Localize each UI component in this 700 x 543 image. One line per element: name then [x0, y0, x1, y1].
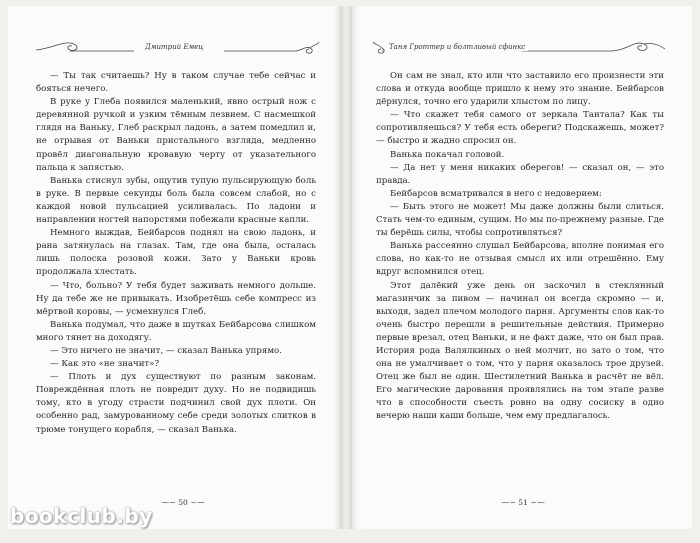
folio-ornament-icon: ⁓∽ [501, 498, 516, 507]
paragraph: — Как это «не значит»? [50, 359, 160, 370]
folio-ornament-icon: ∽⁓ [530, 498, 545, 507]
paragraph: Бейбарсов всматривался в него с недоверием: [390, 188, 602, 199]
running-head-author: Дмитрий Емец [142, 43, 206, 51]
paragraph: — Что скажет тебя самого от зеркала Тантала? Как ты сопротивляешься? У тебя есть обереги? Подскажешь, может? — быстро и жадно спросил он. [376, 110, 664, 147]
book-gutter [340, 6, 352, 529]
paragraph: Ванька стиснул зубы, ощутив тупую пульсирующую боль в руке. В первые секунды боль была совсем слабой, но с каждой новой пульсацией усиливалась. По ладони и направлении ногтей напорстями побежали красные капли. [36, 175, 316, 226]
paragraph: — Это ничего не значит, — сказал Ванька упрямо. [50, 345, 282, 356]
right-page-header [372, 36, 666, 58]
paragraph: — Ты так считаешь? Ну в таком случае тебе сейчас и бояться нечего. [36, 71, 316, 95]
left-page [8, 6, 340, 529]
paragraph: — Да нет у меня никаких оберегов! — сказал он, — это правда. [376, 162, 664, 186]
paragraph: Ванька рассеянно слушал Бейбарсова, вполне понимая его слова, но как-то не отзывая смысл их или отрешённо. Ему вдруг вспомнился отец. [376, 241, 664, 278]
left-page-text [36, 70, 316, 437]
page-number: 50 [178, 498, 188, 507]
paragraph: — Что, больно? У тебя будет заживать немного дольше. Ну да тебе же не привыкать. Изобретёшь себе компресс из мёртвой коровы, — усмехнулся Глеб. [36, 280, 316, 317]
paragraph: Он сам не знал, кто или что заставило его произнести эти слова и откуда вообще пришло к нему это знание. Бейбарсов дёрнулся, точно его ударили хлыстом по лицу. [376, 71, 664, 108]
paragraph: — Плоть и дух существуют по разным законам. Повреждённая плоть не повредит духу. Но не подвидишь тому, кто в угоду страсти подчинил свой дух плоти. Он особенно рад, замурованному себе среди золотых слитков в трюме тонущего корабля, — сказал Ванька. [36, 372, 316, 435]
site-watermark: bookclub.by [10, 504, 153, 528]
folio-ornament-icon: ∽⁓ [190, 498, 205, 507]
folio-ornament-icon: ⁓∽ [161, 498, 176, 507]
paragraph: Ванька подумал, что даже в шутках Бейбарсова слишком много тянет на доходягу. [36, 319, 316, 343]
paragraph: Этот далёкий уже день он заскочил в стеклянный магазинчик за пивом — начинал он всегда скромно — и, выходя, задел плечом молодого парня. Аргументы слов как-то очень быстро перешли в решительные действия. Примерно первые врезал, отец Ваньки, и не факт даже, что он был прав. История рода Валялкиных о ней молчит, но зато о том, что она не умалчивает о том, что у парня оказалось трое друзей. Отец же был не один. Шестилетний Ванька в расчёт не вёл. Его магические дарования проявлялись на том этапе разве что в способности съесть ровно на одну сосиску в одно вечерю наши каши больше, чем ему предлагалось. [376, 280, 664, 422]
paragraph: Немного выждав, Бейбарсов поднял на свою ладонь, и рана затянулась на глазах. Там, где она была, осталась лишь полоска розовой кожи. Зато у Ваньки кровь продолжала хлестать. [36, 228, 316, 278]
running-head-title: Таня Гроттер и болтливый сфинкс [386, 43, 528, 51]
right-page-text [376, 70, 664, 424]
page-number: 51 [518, 498, 528, 507]
left-page-header [34, 36, 320, 58]
right-page-number [468, 498, 578, 507]
paragraph: В руке у Глеба появился маленький, явно острый нож с деревянной ручкой и узким тёмным лезвием. С насмешкой глядя на Ваньку, Глеб раскрыл ладонь, а затем помедлил и, не отрывая от Ваньки пристального взгляда, медленно провёл диагональную кровавую черту от указательного пальца к запястью. [36, 97, 316, 173]
right-page [352, 6, 692, 529]
paragraph: Ванька покачал головой. [390, 149, 505, 160]
paragraph: — Быть этого не может! Мы даже должны были слиться. Стать чем-то единым, сущим. Но мы по-прежнему разные. Где ты берёшь силы, чтобы сопротивляться? [376, 201, 664, 239]
